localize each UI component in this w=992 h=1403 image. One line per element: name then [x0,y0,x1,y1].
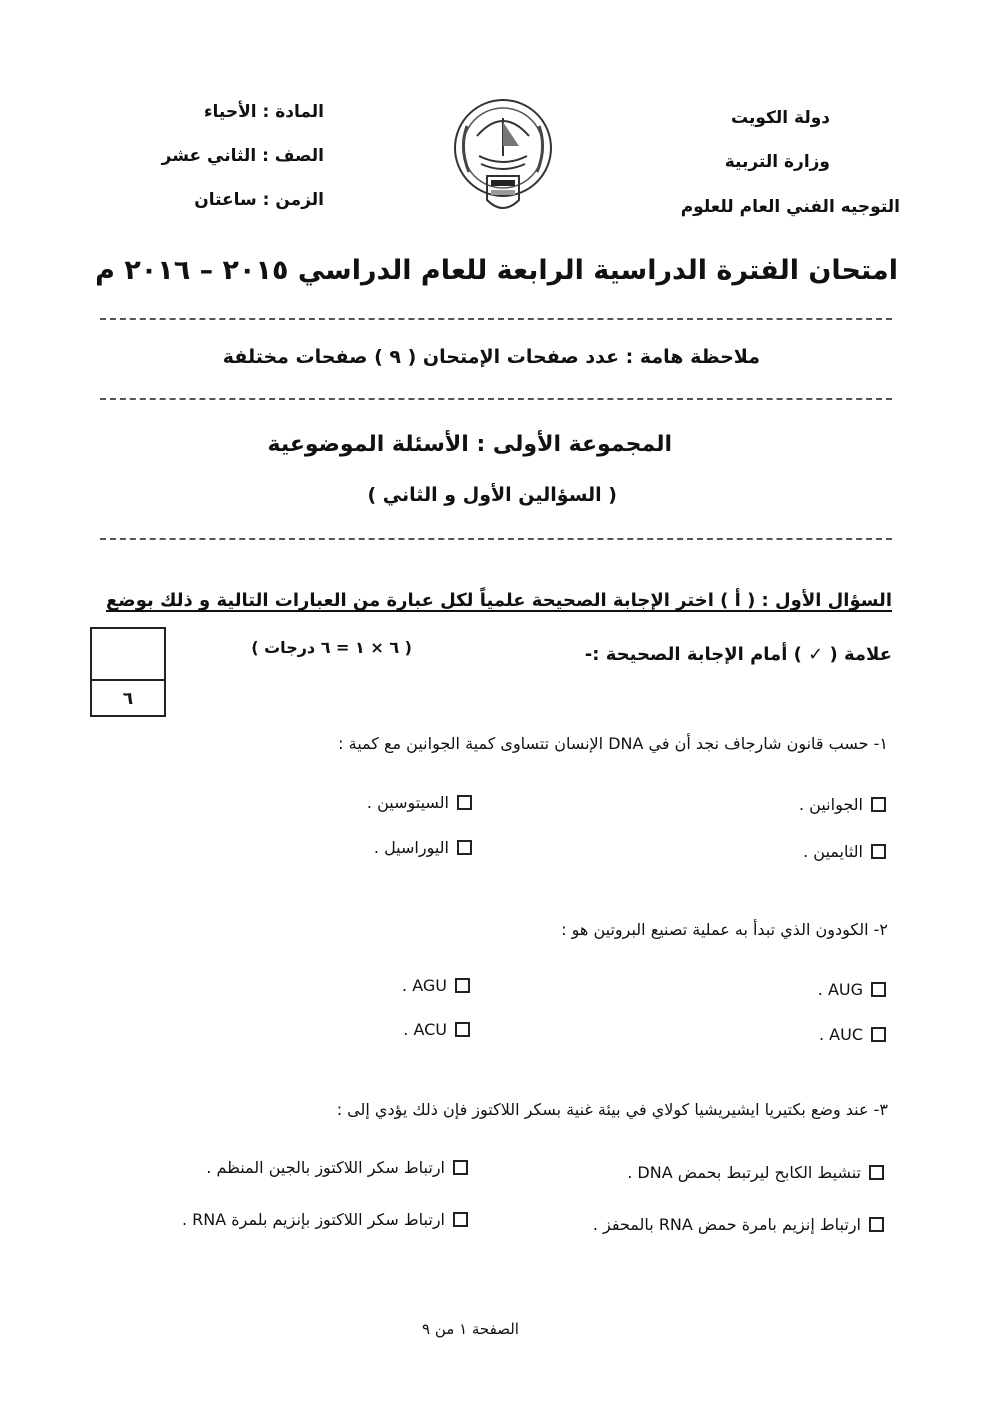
item-3-option-d[interactable] [182,1210,468,1229]
item-2-option-a[interactable] [818,980,886,999]
page-number: الصفحة ١ من ٩ [422,1320,519,1338]
item-1-option-a[interactable] [799,795,886,814]
group-title: المجموعة الأولى : الأسئلة الموضوعية [267,432,672,457]
item-3-option-b[interactable] [206,1158,468,1177]
checkbox[interactable] [871,797,886,812]
checkbox[interactable] [453,1212,468,1227]
item-1-option-d[interactable] [374,838,472,857]
kuwait-emblem-icon [447,96,559,222]
option-label: السيتوسين . [366,793,449,812]
item-1-option-c[interactable] [803,842,886,861]
option-label: الجوانين . [799,795,863,814]
header-country: دولة الكويت [730,108,830,128]
score-box [90,627,166,717]
option-label: تنشيط الكابح ليرتبط بحمض DNA . [627,1163,861,1182]
header-grade: الصف : الثاني عشر [161,146,324,166]
score-box-top [92,629,164,681]
header-ministry: وزارة التربية [724,152,830,172]
option-label: AGU . [402,976,447,995]
option-label: ارتباط سكر اللاكتوز بإنزيم بلمرة RNA . [181,1210,445,1229]
header-subject: المادة : الأحياء [203,102,324,122]
checkbox[interactable] [869,1165,884,1180]
item-2-text: ٢- الكودون الذي تبدأ به عملية تصنيع البروتين هو : [561,920,888,939]
option-label: ACU . [403,1020,447,1039]
checkbox[interactable] [455,1022,470,1037]
item-1-text: ١- حسب قانون شارجاف نجد أن في DNA الإنسان تتساوى كمية الجوانين مع كمية : [338,734,888,753]
checkbox[interactable] [455,978,470,993]
option-label: ارتباط إنزيم بامرة حمض RNA بالمحفز . [592,1215,861,1234]
question1-heading: السؤال الأول : ( أ ) اختر الإجابة الصحيحة علمياً لكل عبارة من العبارات التالية و ذلك بوضع [106,590,892,611]
option-label: AUG . [817,980,863,999]
checkbox[interactable] [869,1217,884,1232]
question1-marks: ( ٦ × ١ = ٦ درجات ) [251,638,412,657]
divider [100,318,892,320]
score-box-total: ٦ [122,689,134,709]
option-label: AUC . [819,1025,863,1044]
item-3-text: ٣- عند وضع بكتيريا ايشيريشيا كولاي في بيئة غنية بسكر اللاكتوز فإن ذلك يؤدي إلى : [336,1100,888,1119]
checkbox[interactable] [457,795,472,810]
divider [100,398,892,400]
checkbox[interactable] [871,1027,886,1042]
item-2-option-c[interactable] [819,1025,886,1044]
option-label: ارتباط سكر اللاكتوز بالجين المنظم . [206,1158,445,1177]
checkbox[interactable] [457,840,472,855]
item-3-option-c[interactable] [593,1215,884,1234]
important-note: ملاحظة هامة : عدد صفحات الإمتحان ( ٩ ) صفحات مختلفة [222,346,760,368]
group-subtitle: ( السؤالين الأول و الثاني ) [367,484,617,506]
checkbox[interactable] [453,1160,468,1175]
item-1-option-b[interactable] [367,793,472,812]
question1-instruction: علامة ( ✓ ) أمام الإجابة الصحيحة :- [584,644,892,665]
option-label: الثايمين . [803,842,863,861]
header-directorate: التوجيه الفني العام للعلوم [680,197,900,217]
divider [100,538,892,540]
option-label: اليوراسيل . [373,838,449,857]
item-3-option-a[interactable] [627,1163,884,1182]
item-2-option-d[interactable] [403,1020,470,1039]
checkbox[interactable] [871,844,886,859]
item-2-option-b[interactable] [402,976,470,995]
checkbox[interactable] [871,982,886,997]
exam-title: امتحان الفترة الدراسية الرابعة للعام الدراسي ٢٠١٥ – ٢٠١٦ م [95,255,898,286]
header-duration: الزمن : ساعتان [194,190,324,210]
